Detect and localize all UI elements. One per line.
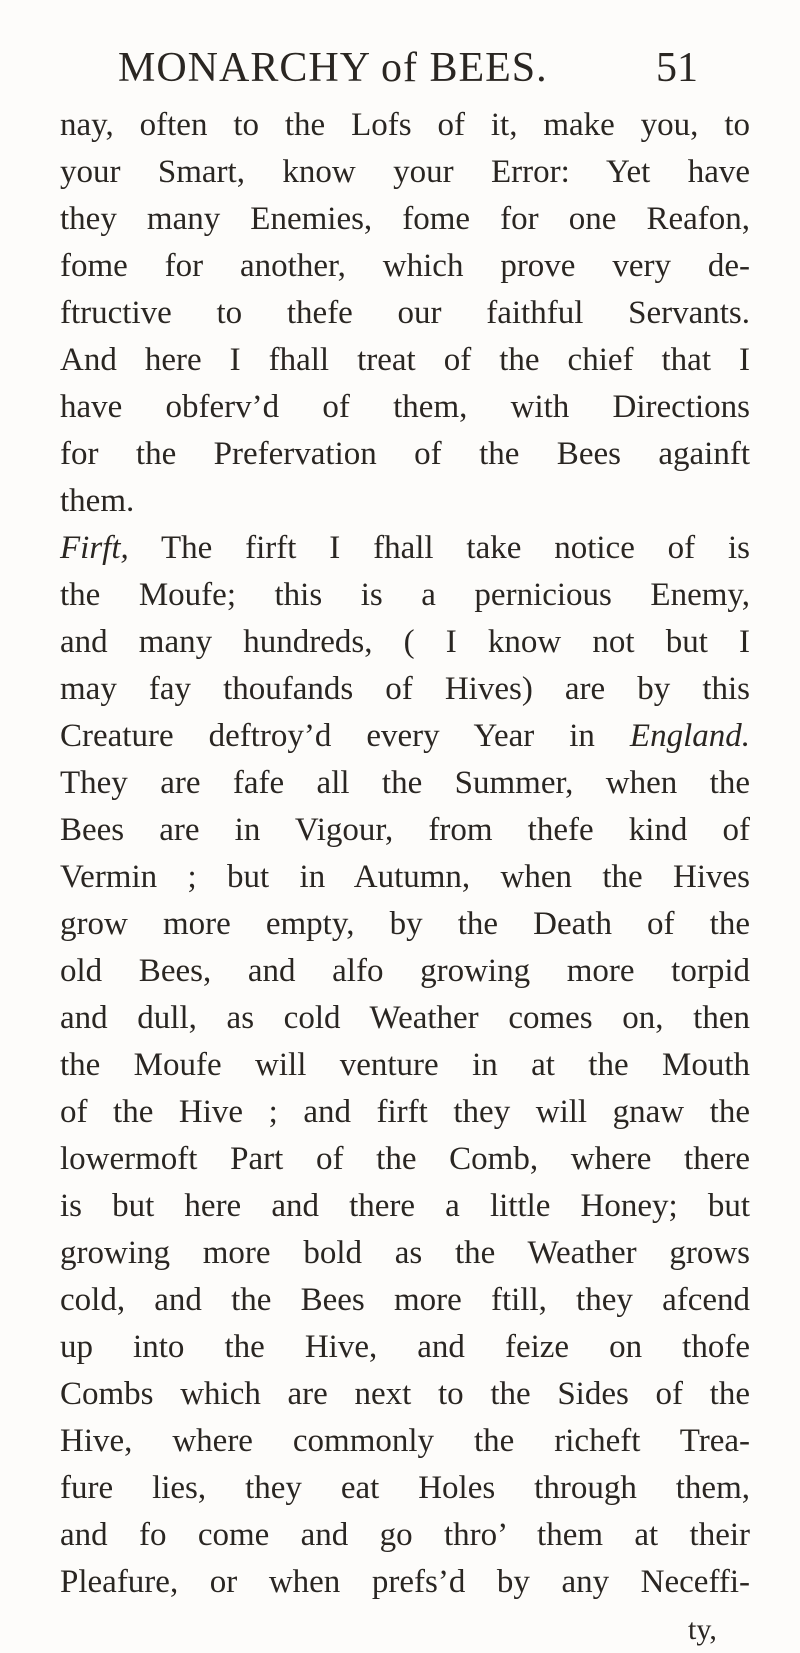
text-line: may fay thoufands of Hives) are by this <box>60 671 750 707</box>
text-line: for the Prefervation of the Bees againft <box>60 436 750 472</box>
catchword: ty, <box>688 1613 717 1646</box>
text-line: they many Enemies, fome for one Reafon, <box>60 201 750 237</box>
text-line: and dull, as cold Weather comes on, then <box>60 1000 750 1036</box>
running-header <box>118 44 698 94</box>
italic-england: England. <box>629 718 750 754</box>
text-line: lowermoft Part of the Comb, where there <box>60 1141 750 1177</box>
text-line: grow more empty, by the Death of the <box>60 906 750 942</box>
italic-firft: Firft, <box>60 530 129 566</box>
page-number: 51 <box>656 45 698 91</box>
text-line-start: Creature deftroy’d every Year in <box>60 718 595 754</box>
text-line: of the Hive ; and firft they will gnaw the <box>60 1094 750 1130</box>
text-line: fure lies, they eat Holes through them, <box>60 1470 750 1506</box>
text-line: the Moufe; this is a pernicious Enemy, <box>60 577 750 613</box>
text-line: And here I fhall treat of the chief that I <box>60 342 750 378</box>
text-line: Pleafure, or when prefs’d by any Neceffi- <box>60 1564 750 1600</box>
text-line: the Moufe will venture in at the Mouth <box>60 1047 750 1083</box>
text-line: Vermin ; but in Autumn, when the Hives <box>60 859 750 895</box>
text-line: Combs which are next to the Sides of the <box>60 1376 750 1412</box>
text-line: is but here and there a little Honey; but <box>60 1188 750 1224</box>
header-title: MONARCHY of BEES. <box>118 45 548 91</box>
text-line: They are fafe all the Summer, when the <box>60 765 750 801</box>
text-line: old Bees, and alfo growing more torpid <box>60 953 750 989</box>
text-line <box>60 713 750 760</box>
text-line: cold, and the Bees more ftill, they afcend <box>60 1282 750 1318</box>
text-line: Hive, where commonly the richeft Trea- <box>60 1423 750 1459</box>
text-line: up into the Hive, and feize on thofe <box>60 1329 750 1365</box>
text-line: Bees are in Vigour, from thefe kind of <box>60 812 750 848</box>
text-line: nay, often to the Lofs of it, make you, to <box>60 107 750 143</box>
text-line: your Smart, know your Error: Yet have <box>60 154 750 190</box>
text-line: have obferv’d of them, with Directions <box>60 389 750 425</box>
body-text <box>60 102 750 1653</box>
text-line: them. <box>60 483 135 519</box>
text-line: growing more bold as the Weather grows <box>60 1235 750 1271</box>
text-line: and many hundreds, ( I know not but I <box>60 624 750 660</box>
text-line <box>60 525 750 572</box>
text-line-rest: The firft I fhall take notice of is <box>161 530 751 566</box>
text-line: fome for another, which prove very de- <box>60 248 750 284</box>
text-line: and fo come and go thro’ them at their <box>60 1517 750 1553</box>
text-line: ftructive to thefe our faithful Servants. <box>60 295 750 331</box>
